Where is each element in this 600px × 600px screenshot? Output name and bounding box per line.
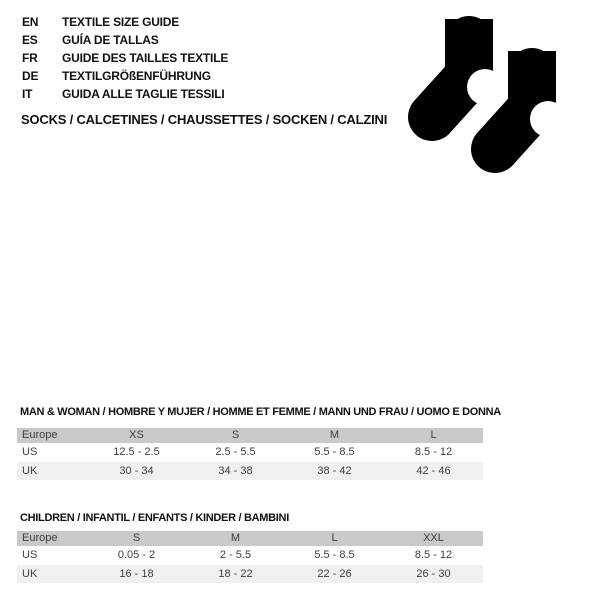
table-cell: 16 - 18 bbox=[119, 568, 154, 580]
table-cell: 42 - 46 bbox=[416, 465, 451, 477]
row-label: US bbox=[22, 446, 38, 458]
column-header-m: M bbox=[230, 532, 241, 544]
table-cell: 2.5 - 5.5 bbox=[215, 446, 256, 458]
language-row-es bbox=[22, 31, 228, 49]
column-header-s: S bbox=[231, 429, 240, 441]
table-cell: 18 - 22 bbox=[218, 568, 253, 580]
language-label: TEXTILGRÖßENFÜHRUNG bbox=[62, 69, 211, 83]
size-table-children bbox=[17, 531, 483, 583]
sock-front bbox=[495, 51, 566, 149]
language-label: TEXTILE SIZE GUIDE bbox=[62, 15, 180, 29]
column-header-europe: Europe bbox=[22, 429, 58, 441]
table-cell: 38 - 42 bbox=[317, 465, 352, 477]
table-cell: 30 - 34 bbox=[119, 465, 154, 477]
column-header-l: L bbox=[331, 532, 338, 544]
language-label: GUIDA ALLE TAGLIE TESSILI bbox=[62, 87, 225, 101]
column-header-europe: Europe bbox=[22, 532, 58, 544]
table-cell: 34 - 38 bbox=[218, 465, 253, 477]
table-row-uk bbox=[17, 462, 483, 480]
column-header-l: L bbox=[430, 429, 437, 441]
language-code: IT bbox=[22, 87, 33, 101]
language-code: DE bbox=[22, 69, 39, 83]
language-list bbox=[22, 13, 228, 103]
table-cell: 22 - 26 bbox=[317, 568, 352, 580]
language-code: EN bbox=[22, 15, 39, 29]
column-header-xxl: XXL bbox=[423, 532, 444, 544]
table-row-uk bbox=[17, 565, 483, 583]
table-title-children: CHILDREN / INFANTIL / ENFANTS / KINDER / BAMBINI bbox=[20, 512, 289, 524]
table-row-us bbox=[17, 443, 483, 462]
language-code: ES bbox=[22, 33, 38, 47]
row-label: UK bbox=[22, 465, 38, 477]
column-header-s: S bbox=[132, 532, 141, 544]
row-label: US bbox=[22, 549, 38, 561]
table-cell: 0.05 - 2 bbox=[117, 549, 156, 561]
table-title-man-woman: MAN & WOMAN / HOMBRE Y MUJER / HOMME ET FEMME / MANN UND FRAU / UOMO E DONNA bbox=[20, 406, 501, 418]
table-cell: 26 - 30 bbox=[416, 568, 451, 580]
sock-back bbox=[432, 19, 503, 117]
language-code: FR bbox=[22, 51, 38, 65]
table-row-us bbox=[17, 546, 483, 565]
row-label: UK bbox=[22, 568, 38, 580]
language-row-en bbox=[22, 13, 228, 31]
language-row-fr bbox=[22, 49, 228, 67]
language-row-de bbox=[22, 67, 228, 85]
table-header-row bbox=[17, 428, 483, 443]
table-cell: 12.5 - 2.5 bbox=[113, 446, 160, 458]
language-row-it bbox=[22, 85, 228, 103]
column-header-xs: XS bbox=[129, 429, 144, 441]
language-label: GUÍA DE TALLAS bbox=[62, 33, 159, 47]
table-cell: 8.5 - 12 bbox=[414, 446, 453, 458]
column-header-m: M bbox=[329, 429, 340, 441]
category-title: SOCKS / CALCETINES / CHAUSSETTES / SOCKEN / CALZINI bbox=[21, 112, 388, 127]
table-cell: 5.5 - 8.5 bbox=[314, 549, 355, 561]
table-header-row bbox=[17, 531, 483, 546]
language-label: GUIDE DES TAILLES TEXTILE bbox=[62, 51, 229, 65]
table-cell: 2 - 5.5 bbox=[219, 549, 252, 561]
table-cell: 5.5 - 8.5 bbox=[314, 446, 355, 458]
table-cell: 8.5 - 12 bbox=[414, 549, 453, 561]
socks-icon bbox=[400, 8, 570, 183]
size-table-man-woman bbox=[17, 428, 483, 480]
